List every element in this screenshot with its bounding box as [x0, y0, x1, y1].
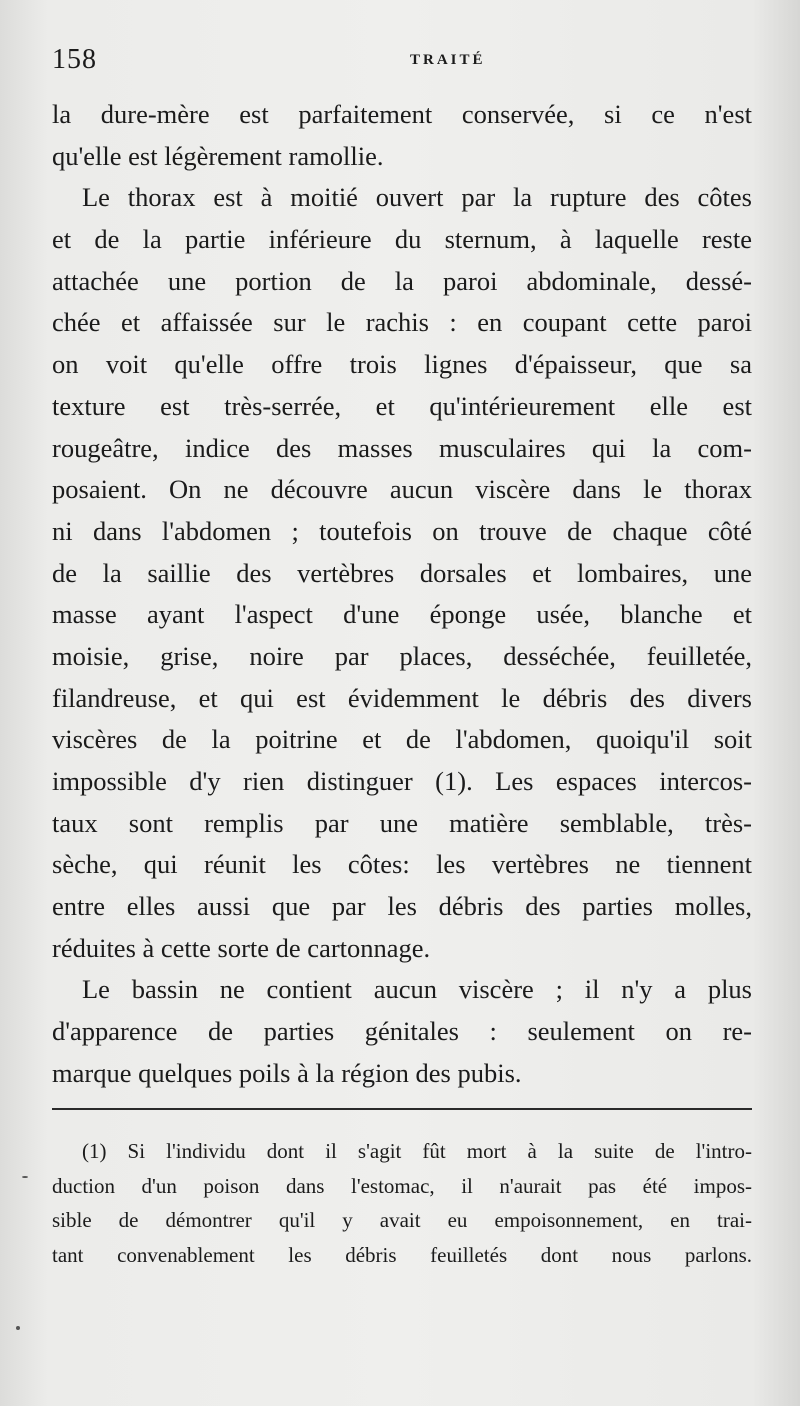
text-line: et de la partie inférieure du sternum, à laquelle reste	[52, 224, 752, 255]
text-line: viscères de la poitrine et de l'abdomen, quoiqu'il soit	[52, 724, 752, 755]
footnote-line: duction d'un poison dans l'estomac, il n'aurait pas été impos-	[52, 1173, 752, 1198]
text-line: posaient. On ne découvre aucun viscère dans le thorax	[52, 474, 752, 505]
body-text	[52, 94, 752, 1095]
footnote	[52, 1134, 752, 1272]
text-line: qu'elle est légèrement ramollie.	[52, 140, 384, 171]
paper-speck	[22, 1176, 28, 1178]
text-line: texture est très-serrée, et qu'intérieurement elle est	[52, 390, 752, 421]
text-line: masse ayant l'aspect d'une éponge usée, blanche et	[52, 599, 752, 630]
text-line: de la saillie des vertèbres dorsales et lombaires, une	[52, 557, 752, 588]
text-line: Le bassin ne contient aucun viscère ; il n'y a plus	[82, 974, 752, 1005]
text-line: réduites à cette sorte de cartonnage.	[52, 932, 431, 963]
text-line: moisie, grise, noire par places, desséchée, feuilletée,	[52, 640, 752, 671]
text-line: marque quelques poils à la région des pubis.	[52, 1057, 522, 1088]
text-line: rougeâtre, indice des masses musculaires qui la com-	[52, 432, 752, 463]
footnote-line: sible de démontrer qu'il y avait eu empoisonnement, en trai-	[52, 1208, 752, 1232]
text-line: attachée une portion de la paroi abdominale, dessé-	[52, 265, 752, 296]
text-line: chée et affaissée sur le rachis : en coupant cette paroi	[52, 307, 752, 338]
text-line: ni dans l'abdomen ; toutefois on trouve de chaque côté	[52, 515, 752, 546]
running-head: TRAITÉ	[410, 52, 486, 68]
paper-speck	[16, 1326, 20, 1330]
text-line: filandreuse, et qui est évidemment le débris des divers	[52, 682, 752, 713]
footnote-line: (1) Si l'individu dont il s'agit fût mort à la suite de l'intro-	[82, 1139, 752, 1163]
text-line: d'apparence de parties génitales : seulement on re-	[52, 1016, 752, 1047]
footnote-divider	[52, 1108, 752, 1110]
text-line: on voit qu'elle offre trois lignes d'épaisseur, que sa	[52, 349, 752, 380]
text-line: taux sont remplis par une matière semblable, très-	[52, 807, 752, 838]
footnote-line: tant convenablement les débris feuilletés dont nous parlons.	[52, 1242, 752, 1267]
text-line: entre elles aussi que par les débris des parties molles,	[52, 891, 752, 922]
text-line: la dure-mère est parfaitement conservée, si ce n'est	[52, 99, 752, 129]
page-number: 158	[52, 44, 97, 75]
page-header	[52, 44, 752, 74]
text-line: sèche, qui réunit les côtes: les vertèbres ne tiennent	[52, 849, 752, 880]
text-line: impossible d'y rien distinguer (1). Les espaces intercos-	[52, 766, 752, 796]
text-line: Le thorax est à moitié ouvert par la rupture des côtes	[82, 182, 752, 213]
